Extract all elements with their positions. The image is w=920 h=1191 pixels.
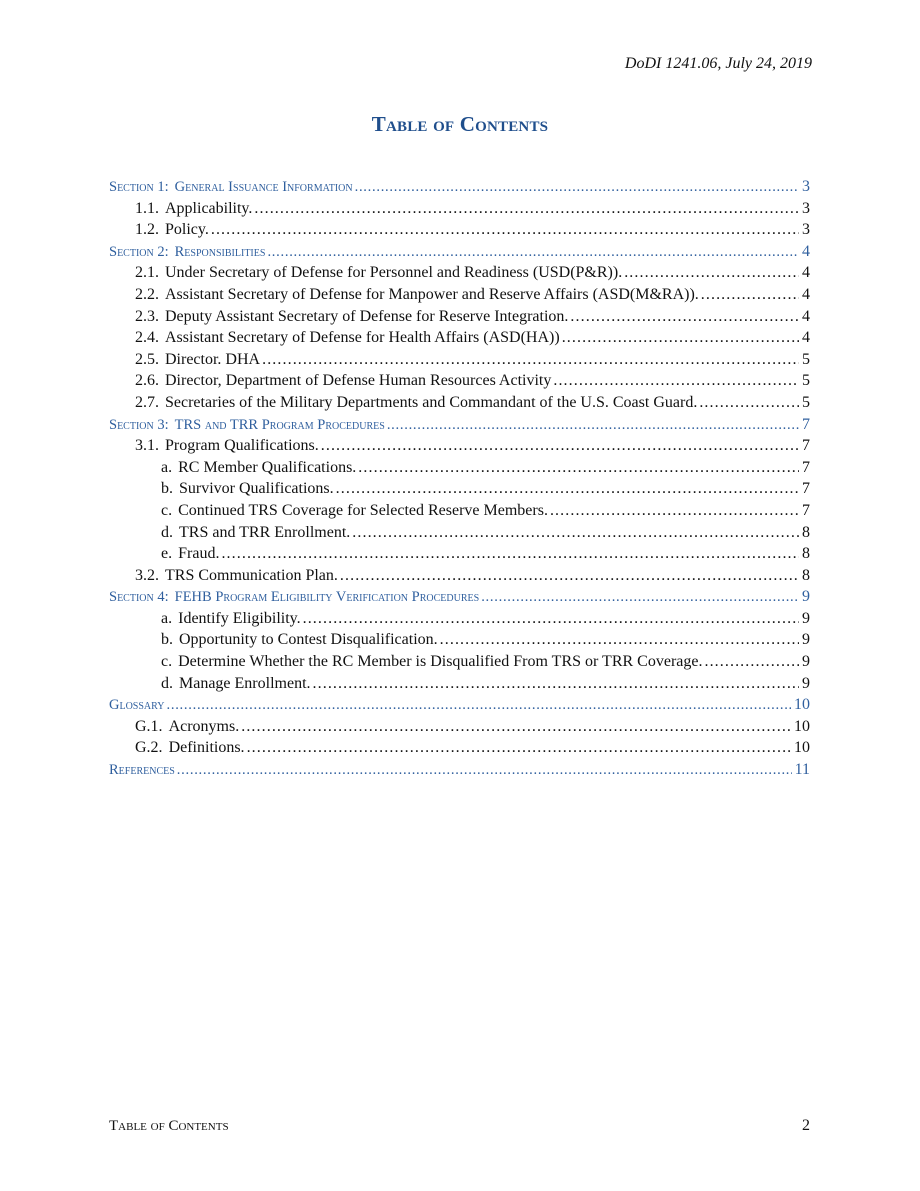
dot-leader: [321, 437, 799, 455]
footer-label: Table of Contents: [109, 1118, 229, 1134]
toc-entry-text: Determine Whether the RC Member is Disqualified From TRS or TRR Coverage.: [178, 653, 703, 671]
toc-entry-link[interactable]: [109, 459, 810, 481]
toc-entry-number: b.: [161, 480, 173, 498]
toc-page-number: 4: [802, 329, 810, 347]
page-title: Table of Contents: [371, 112, 549, 136]
toc-page-number: 3: [802, 221, 810, 239]
toc-page-number: 10: [794, 696, 810, 714]
toc-entry-number: 2.7.: [135, 393, 159, 411]
toc-section-link[interactable]: [109, 588, 810, 610]
toc-entry-text: Secretaries of the Military Departments and Commandant of the U.S. Coast Guard.: [165, 393, 698, 411]
toc-entry-text: Survivor Qualifications.: [179, 480, 334, 498]
toc-entry-label: [109, 417, 385, 434]
dot-leader: [387, 417, 799, 434]
dot-leader: [624, 264, 799, 282]
dot-leader: [262, 351, 799, 369]
toc-entry-link[interactable]: [109, 437, 810, 459]
toc-entry-label: [109, 697, 165, 714]
toc-entry-number: Section 4:: [109, 589, 169, 606]
toc-entry-number: c.: [161, 653, 173, 671]
toc-entry-number: d.: [161, 523, 173, 541]
toc-page-number: 10: [794, 717, 810, 735]
dot-leader: [550, 502, 799, 520]
toc-entry-text: Continued TRS Coverage for Selected Reserve Members.: [178, 501, 548, 519]
toc-entry-label: [161, 502, 548, 520]
toc-entry-link[interactable]: [109, 286, 810, 308]
toc-entry-link[interactable]: [109, 631, 810, 653]
toc-page-number: 7: [802, 501, 810, 519]
toc-page-number: 9: [802, 631, 810, 649]
toc-entry-number: G.2.: [135, 739, 163, 757]
dot-leader: [699, 394, 799, 412]
dot-leader: [701, 286, 799, 304]
toc-section-link[interactable]: [109, 696, 810, 718]
dot-leader: [340, 567, 799, 585]
toc-page-number: 3: [802, 199, 810, 217]
dot-leader: [352, 524, 799, 542]
toc-entry-label: [109, 179, 353, 196]
dot-leader: [267, 244, 799, 261]
toc-entry-label: [109, 244, 265, 261]
toc-page-number: 10: [794, 739, 810, 757]
toc-page-number: 7: [802, 415, 810, 433]
toc-entry-text: Director. DHA: [165, 350, 261, 368]
toc-entry-text: Acronyms.: [168, 717, 240, 735]
toc-page-number: 7: [802, 458, 810, 476]
dot-leader: [704, 653, 799, 671]
toc-entry-link[interactable]: [109, 264, 810, 286]
toc-entry-label: [161, 459, 356, 477]
dot-leader: [481, 589, 799, 606]
toc-entry-number: a.: [161, 609, 173, 627]
dot-leader: [167, 697, 792, 714]
dot-leader: [211, 221, 799, 239]
dot-leader: [177, 762, 792, 779]
toc-entry-text: Policy.: [165, 221, 209, 239]
toc-entry-label: [109, 589, 479, 606]
toc-entry-label: [109, 762, 175, 779]
toc-entry-text: Assistant Secretary of Defense for Health Affairs (ASD(HA)): [165, 329, 560, 347]
toc-entry-text: Responsibilities: [174, 243, 266, 260]
toc-section-link[interactable]: [109, 243, 810, 265]
toc-entry-link[interactable]: [109, 567, 810, 589]
toc-entry-label: [161, 610, 301, 628]
toc-entry-label: [135, 200, 252, 218]
toc-entry-link[interactable]: [109, 221, 810, 243]
dot-leader: [254, 200, 799, 218]
toc-entry-label: [135, 372, 551, 390]
toc-entry-link[interactable]: [109, 524, 810, 546]
toc-entry-number: 2.4.: [135, 329, 159, 347]
toc-entry-label: [161, 545, 219, 563]
toc-entry-link[interactable]: [109, 372, 810, 394]
dot-leader: [221, 545, 799, 563]
toc-entry-number: e.: [161, 545, 173, 563]
toc-entry-text: TRS Communication Plan.: [165, 566, 338, 584]
dot-leader: [241, 718, 791, 736]
toc-entry-label: [135, 739, 245, 757]
toc-entry-number: 2.2.: [135, 285, 159, 303]
toc-section-link[interactable]: [109, 178, 810, 200]
toc-page-number: 9: [802, 588, 810, 606]
toc-entry-label: [135, 286, 699, 304]
toc-page-number: 11: [794, 761, 810, 779]
toc-entry-text: Assistant Secretary of Defense for Manpower and Reserve Affairs (ASD(M&RA)).: [165, 285, 699, 303]
document-reference: DoDI 1241.06, July 24, 2019: [624, 55, 812, 72]
toc-entry-number: G.1.: [135, 717, 163, 735]
toc-entry-link[interactable]: [109, 718, 810, 740]
dot-leader: [355, 179, 799, 196]
toc-page-number: 4: [802, 285, 810, 303]
dot-leader: [570, 308, 799, 326]
toc-entry-label: [161, 653, 702, 671]
toc-page-number: 3: [802, 178, 810, 195]
toc-entry-link[interactable]: [109, 308, 810, 330]
dot-leader: [553, 372, 799, 390]
toc-entry-number: 3.1.: [135, 437, 159, 455]
toc-entry-link[interactable]: [109, 480, 810, 502]
toc-entry-link[interactable]: [109, 739, 810, 761]
toc-page-number: 7: [802, 437, 810, 455]
toc-entry-text: Fraud.: [178, 545, 220, 563]
toc-entry-text: Applicability.: [165, 199, 253, 217]
toc-entry-text: Under Secretary of Defense for Personnel and Readiness (USD(P&R)).: [165, 264, 623, 282]
toc-entry-label: [161, 480, 334, 498]
toc-entry-text: TRS and TRR Program Procedures: [174, 416, 385, 433]
toc-entry-label: [135, 221, 209, 239]
toc-entry-text: Identify Eligibility.: [178, 609, 301, 627]
toc-page-number: 5: [802, 372, 810, 390]
toc-entry-number: 2.1.: [135, 264, 159, 282]
dot-leader: [440, 631, 799, 649]
toc-entry-number: 2.3.: [135, 307, 159, 325]
table-of-contents: [109, 178, 810, 783]
dot-leader: [562, 329, 799, 347]
toc-entry-label: [161, 675, 311, 693]
toc-entry-label: [135, 437, 319, 455]
toc-page-number: 4: [802, 242, 810, 260]
page-number: 2: [802, 1117, 810, 1134]
toc-entry-number: c.: [161, 501, 173, 519]
toc-page-number: 8: [802, 566, 810, 584]
toc-entry-label: [135, 567, 338, 585]
toc-entry-text: TRS and TRR Enrollment.: [179, 523, 351, 541]
toc-entry-number: 1.1.: [135, 199, 159, 217]
toc-page-number: 4: [802, 264, 810, 282]
toc-entry-number: b.: [161, 631, 173, 649]
toc-entry-link[interactable]: [109, 610, 810, 632]
dot-leader: [247, 739, 791, 757]
toc-entry-text: RC Member Qualifications.: [178, 458, 357, 476]
toc-entry-text: General Issuance Information: [174, 179, 353, 195]
toc-entry-link[interactable]: [109, 394, 810, 416]
toc-entry-label: [135, 351, 260, 369]
toc-entry-text: Definitions.: [168, 739, 245, 757]
toc-entry-number: Section 3:: [109, 416, 169, 433]
toc-entry-number: a.: [161, 458, 173, 476]
toc-section-link[interactable]: [109, 416, 810, 438]
toc-entry-label: [135, 264, 622, 282]
toc-entry-label: [135, 718, 239, 736]
toc-entry-text: FEHB Program Eligibility Verification Procedures: [174, 589, 480, 606]
toc-entry-text: Director, Department of Defense Human Resources Activity: [165, 372, 552, 390]
toc-page-number: 7: [802, 480, 810, 498]
toc-entry-number: 2.5.: [135, 350, 159, 368]
toc-entry-number: 1.2.: [135, 221, 159, 239]
toc-page-number: 4: [802, 307, 810, 325]
dot-leader: [303, 610, 799, 628]
toc-entry-text: Manage Enrollment.: [179, 674, 311, 692]
toc-entry-label: [161, 631, 438, 649]
toc-page-number: 9: [802, 609, 810, 627]
toc-entry-number: d.: [161, 674, 173, 692]
toc-entry-text: Program Qualifications.: [165, 437, 319, 455]
toc-entry-link[interactable]: [109, 545, 810, 567]
dot-leader: [336, 480, 799, 498]
toc-page-number: 8: [802, 523, 810, 541]
toc-entry-link[interactable]: [109, 200, 810, 222]
dot-leader: [358, 459, 799, 477]
toc-entry-text: Glossary: [109, 697, 165, 714]
toc-entry-label: [135, 394, 697, 412]
toc-entry-text: Deputy Assistant Secretary of Defense for Reserve Integration.: [165, 307, 569, 325]
toc-entry-number: Section 1:: [109, 179, 169, 195]
toc-entry-label: [135, 329, 560, 347]
dot-leader: [313, 675, 799, 693]
toc-entry-link[interactable]: [109, 329, 810, 351]
toc-entry-link[interactable]: [109, 653, 810, 675]
toc-section-link[interactable]: [109, 761, 810, 783]
toc-entry-label: [161, 524, 350, 542]
toc-entry-number: Section 2:: [109, 243, 169, 260]
toc-page-number: 9: [802, 674, 810, 692]
toc-entry-link[interactable]: [109, 502, 810, 524]
toc-entry-text: References: [109, 762, 175, 779]
toc-entry-number: 2.6.: [135, 372, 159, 390]
toc-entry-number: 3.2.: [135, 566, 159, 584]
toc-page-number: 9: [802, 653, 810, 671]
toc-entry-label: [135, 308, 568, 326]
toc-entry-text: Opportunity to Contest Disqualification.: [179, 631, 438, 649]
toc-entry-link[interactable]: [109, 675, 810, 697]
toc-entry-link[interactable]: [109, 351, 810, 373]
toc-page-number: 8: [802, 545, 810, 563]
toc-page-number: 5: [802, 393, 810, 411]
toc-page-number: 5: [802, 350, 810, 368]
